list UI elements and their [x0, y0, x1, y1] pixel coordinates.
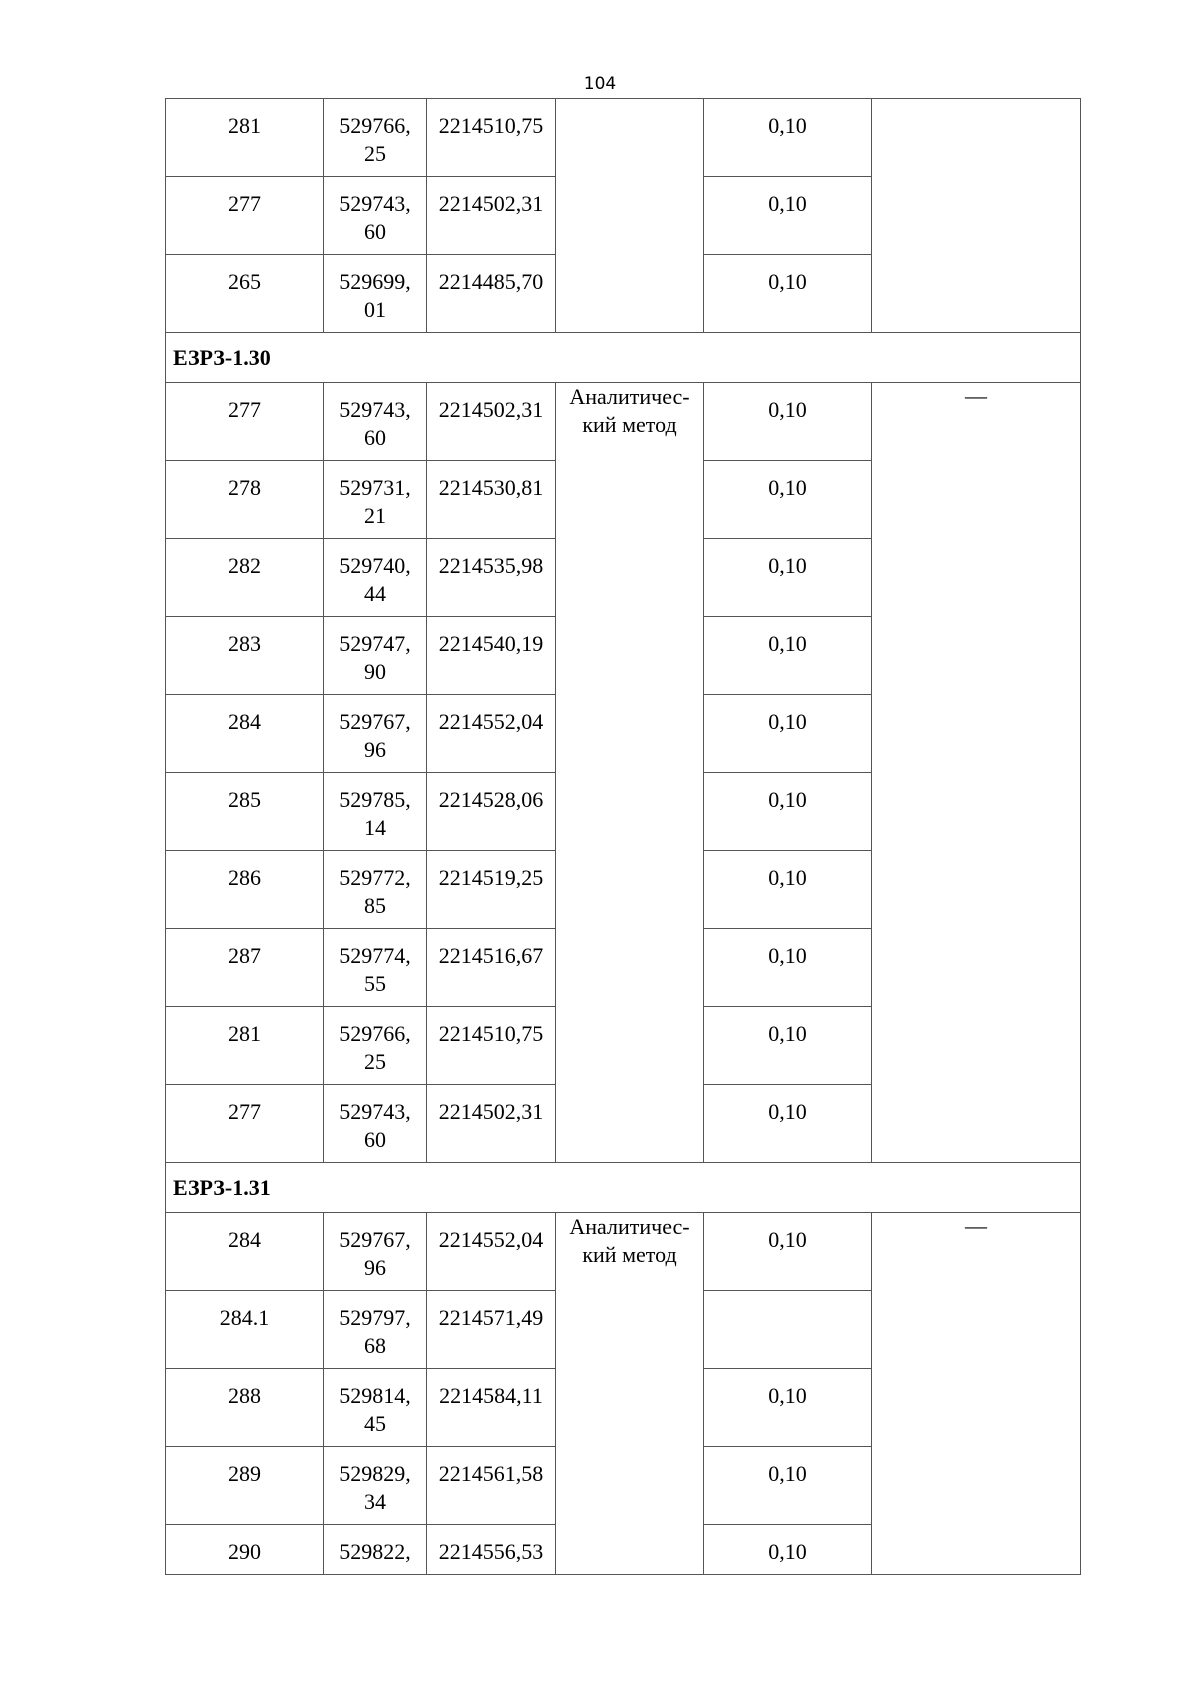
accuracy-cell [704, 851, 872, 929]
point-number-cell [166, 695, 324, 773]
y-coordinate: 2214502,31 [438, 191, 544, 216]
accuracy-cell [704, 1085, 872, 1163]
x-coordinate [324, 773, 426, 842]
page-number: 104 [583, 74, 617, 94]
note-cell [872, 99, 1081, 333]
accuracy-cell [704, 255, 872, 333]
y-coordinate: 2214510,75 [438, 1021, 544, 1046]
method-cell [556, 383, 704, 1163]
y-coordinate: 2214530,81 [438, 475, 544, 500]
y-coordinate-cell [427, 851, 556, 929]
y-coordinate-cell [427, 1007, 556, 1085]
x-coordinate-fraction: 45 [364, 1411, 386, 1436]
point-number-cell [166, 1007, 324, 1085]
x-coordinate-cell [324, 255, 427, 333]
x-coordinate [324, 1447, 426, 1516]
coordinates-table [165, 98, 1081, 1575]
x-coordinate-cell [324, 99, 427, 177]
accuracy-value: 0,10 [768, 397, 807, 422]
y-coordinate: 2214485,70 [438, 269, 544, 294]
x-coordinate-integer: 529747, [339, 631, 411, 656]
x-coordinate-cell [324, 1007, 427, 1085]
x-coordinate [324, 539, 426, 608]
accuracy-value: 0,10 [768, 553, 807, 578]
point-number: 290 [228, 1539, 261, 1564]
point-number: 284.1 [219, 1305, 270, 1330]
accuracy-cell [704, 461, 872, 539]
x-coordinate [324, 617, 426, 686]
accuracy-value: 0,10 [768, 191, 807, 216]
point-number-cell [166, 851, 324, 929]
x-coordinate-fraction: 90 [364, 659, 386, 684]
x-coordinate-cell [324, 461, 427, 539]
accuracy-cell [704, 695, 872, 773]
x-coordinate-integer: 529822, [339, 1539, 411, 1564]
x-coordinate-cell [324, 929, 427, 1007]
table-row [166, 99, 1081, 177]
point-number: 289 [228, 1461, 261, 1486]
accuracy-cell [704, 1447, 872, 1525]
x-coordinate-cell [324, 177, 427, 255]
x-coordinate [324, 695, 426, 764]
accuracy-cell [704, 617, 872, 695]
accuracy-value: 0,10 [768, 1227, 807, 1252]
accuracy-value: 0,10 [768, 865, 807, 890]
dash-mark: — [965, 1213, 987, 1238]
x-coordinate-fraction: 25 [364, 141, 386, 166]
point-number-cell [166, 99, 324, 177]
y-coordinate-cell [427, 929, 556, 1007]
method-cell [556, 99, 704, 333]
y-coordinate: 2214556,53 [438, 1539, 544, 1564]
table-row [166, 383, 1081, 461]
y-coordinate: 2214528,06 [438, 787, 544, 812]
x-coordinate [324, 1525, 426, 1566]
accuracy-cell [704, 1291, 872, 1369]
x-coordinate-integer: 529740, [339, 553, 411, 578]
x-coordinate-integer: 529743, [339, 1099, 411, 1124]
accuracy-cell [704, 1213, 872, 1291]
point-number-cell [166, 539, 324, 617]
point-number: 281 [228, 113, 261, 138]
y-coordinate: 2214516,67 [438, 943, 544, 968]
x-coordinate-fraction: 60 [364, 1127, 386, 1152]
x-coordinate-integer: 529699, [339, 269, 411, 294]
y-coordinate-cell [427, 255, 556, 333]
accuracy-value: 0,10 [768, 1461, 807, 1486]
x-coordinate-cell [324, 539, 427, 617]
y-coordinate-cell [427, 773, 556, 851]
note-cell [872, 383, 1081, 1163]
accuracy-cell [704, 1525, 872, 1575]
x-coordinate [324, 1291, 426, 1360]
x-coordinate-integer: 529814, [339, 1383, 411, 1408]
y-coordinate-cell [427, 1085, 556, 1163]
x-coordinate-cell [324, 695, 427, 773]
y-coordinate: 2214519,25 [438, 865, 544, 890]
x-coordinate-fraction: 34 [364, 1489, 386, 1514]
point-number-cell [166, 177, 324, 255]
accuracy-cell [704, 1007, 872, 1085]
x-coordinate-fraction: 96 [364, 1255, 386, 1280]
x-coordinate-cell [324, 851, 427, 929]
x-coordinate-cell [324, 773, 427, 851]
point-number: 281 [228, 1021, 261, 1046]
section-title-number: 1.31 [232, 1174, 271, 1200]
accuracy-value: 0,10 [768, 1539, 807, 1564]
x-coordinate-integer: 529743, [339, 397, 411, 422]
y-coordinate-cell [427, 1291, 556, 1369]
x-coordinate-integer: 529767, [339, 709, 411, 734]
point-number-cell [166, 929, 324, 1007]
y-coordinate: 2214571,49 [438, 1305, 544, 1330]
point-number-cell [166, 1447, 324, 1525]
point-number-cell [166, 617, 324, 695]
accuracy-cell [704, 383, 872, 461]
x-coordinate-fraction: 21 [364, 503, 386, 528]
point-number-cell [166, 1085, 324, 1163]
x-coordinate-integer: 529766, [339, 1021, 411, 1046]
method-cell [556, 1213, 704, 1575]
coordinates-table-body [166, 99, 1081, 1575]
x-coordinate-fraction: 25 [364, 1049, 386, 1074]
note-cell [872, 1213, 1081, 1575]
point-number: 277 [228, 191, 261, 216]
x-coordinate-fraction: 60 [364, 425, 386, 450]
x-coordinate [324, 99, 426, 168]
accuracy-cell [704, 177, 872, 255]
x-coordinate-fraction: 01 [364, 297, 386, 322]
section-header-row [166, 1163, 1081, 1213]
accuracy-value: 0,10 [768, 631, 807, 656]
section-title-number: 1.30 [232, 344, 271, 370]
point-number: 286 [228, 865, 261, 890]
point-number-cell [166, 1525, 324, 1575]
point-number-cell [166, 255, 324, 333]
point-number-cell [166, 383, 324, 461]
y-coordinate-cell [427, 695, 556, 773]
y-coordinate: 2214502,31 [438, 1099, 544, 1124]
x-coordinate-cell [324, 1213, 427, 1291]
x-coordinate-cell [324, 383, 427, 461]
x-coordinate-fraction: 96 [364, 737, 386, 762]
y-coordinate-cell [427, 177, 556, 255]
x-coordinate-integer: 529766, [339, 113, 411, 138]
accuracy-cell [704, 539, 872, 617]
point-number: 284 [228, 709, 261, 734]
x-coordinate-fraction: 68 [364, 1333, 386, 1358]
point-number: 285 [228, 787, 261, 812]
x-coordinate-integer: 529772, [339, 865, 411, 890]
method-label-line1: Аналитичес- [569, 1214, 690, 1239]
accuracy-value: 0,10 [768, 709, 807, 734]
dash-mark: — [965, 383, 987, 408]
accuracy-value: 0,10 [768, 787, 807, 812]
y-coordinate: 2214502,31 [438, 397, 544, 422]
x-coordinate-fraction: 85 [364, 893, 386, 918]
section-title-prefix: ЕЗРЗ- [173, 344, 233, 370]
point-number: 284 [228, 1227, 261, 1252]
y-coordinate: 2214561,58 [438, 1461, 544, 1486]
x-coordinate [324, 929, 426, 998]
accuracy-cell [704, 99, 872, 177]
point-number: 278 [228, 475, 261, 500]
accuracy-value: 0,10 [768, 113, 807, 138]
y-coordinate: 2214535,98 [438, 553, 544, 578]
x-coordinate-cell [324, 617, 427, 695]
x-coordinate-integer: 529785, [339, 787, 411, 812]
point-number-cell [166, 1213, 324, 1291]
x-coordinate-fraction: 55 [364, 971, 386, 996]
point-number: 265 [228, 269, 261, 294]
x-coordinate [324, 1369, 426, 1438]
point-number-cell [166, 1291, 324, 1369]
point-number: 277 [228, 1099, 261, 1124]
accuracy-value: 0,10 [768, 269, 807, 294]
x-coordinate-integer: 529767, [339, 1227, 411, 1252]
y-coordinate-cell [427, 1369, 556, 1447]
x-coordinate-cell [324, 1369, 427, 1447]
point-number: 282 [228, 553, 261, 578]
accuracy-value: 0,10 [768, 1383, 807, 1408]
y-coordinate: 2214584,11 [439, 1383, 543, 1408]
x-coordinate-fraction: 44 [364, 581, 386, 606]
y-coordinate: 2214510,75 [438, 113, 544, 138]
accuracy-cell [704, 773, 872, 851]
y-coordinate-cell [427, 461, 556, 539]
method-label-line1: Аналитичес- [569, 384, 690, 409]
point-number: 277 [228, 397, 261, 422]
section-title [166, 1163, 1081, 1213]
x-coordinate [324, 1213, 426, 1282]
y-coordinate-cell [427, 617, 556, 695]
x-coordinate [324, 461, 426, 530]
accuracy-value [704, 1291, 871, 1304]
y-coordinate-cell [427, 1525, 556, 1575]
x-coordinate [324, 383, 426, 452]
accuracy-value: 0,10 [768, 475, 807, 500]
x-coordinate-cell [324, 1085, 427, 1163]
x-coordinate-cell [324, 1447, 427, 1525]
accuracy-cell [704, 929, 872, 1007]
y-coordinate-cell [427, 1447, 556, 1525]
x-coordinate [324, 255, 426, 324]
x-coordinate-cell [324, 1291, 427, 1369]
section-header-row [166, 333, 1081, 383]
point-number: 288 [228, 1383, 261, 1408]
table-row [166, 1213, 1081, 1291]
point-number-cell [166, 1369, 324, 1447]
x-coordinate-fraction: 14 [364, 815, 386, 840]
x-coordinate-integer: 529774, [339, 943, 411, 968]
accuracy-cell [704, 1369, 872, 1447]
x-coordinate-integer: 529743, [339, 191, 411, 216]
point-number-cell [166, 773, 324, 851]
method-label-line2: кий метод [582, 412, 677, 437]
point-number-cell [166, 461, 324, 539]
y-coordinate: 2214552,04 [438, 1227, 544, 1252]
x-coordinate-integer: 529829, [339, 1461, 411, 1486]
method-label-line2: кий метод [582, 1242, 677, 1267]
section-title-prefix: ЕЗРЗ- [173, 1174, 233, 1200]
point-number: 283 [228, 631, 261, 656]
y-coordinate-cell [427, 99, 556, 177]
accuracy-value: 0,10 [768, 943, 807, 968]
section-title [166, 333, 1081, 383]
y-coordinate-cell [427, 539, 556, 617]
y-coordinate: 2214552,04 [438, 709, 544, 734]
point-number: 287 [228, 943, 261, 968]
y-coordinate: 2214540,19 [438, 631, 544, 656]
x-coordinate-integer: 529731, [339, 475, 411, 500]
x-coordinate [324, 1085, 426, 1154]
x-coordinate [324, 851, 426, 920]
x-coordinate-fraction: 60 [364, 219, 386, 244]
y-coordinate-cell [427, 383, 556, 461]
accuracy-value: 0,10 [768, 1021, 807, 1046]
x-coordinate [324, 1007, 426, 1076]
x-coordinate-integer: 529797, [339, 1305, 411, 1330]
x-coordinate [324, 177, 426, 246]
y-coordinate-cell [427, 1213, 556, 1291]
accuracy-value: 0,10 [768, 1099, 807, 1124]
x-coordinate-cell [324, 1525, 427, 1575]
